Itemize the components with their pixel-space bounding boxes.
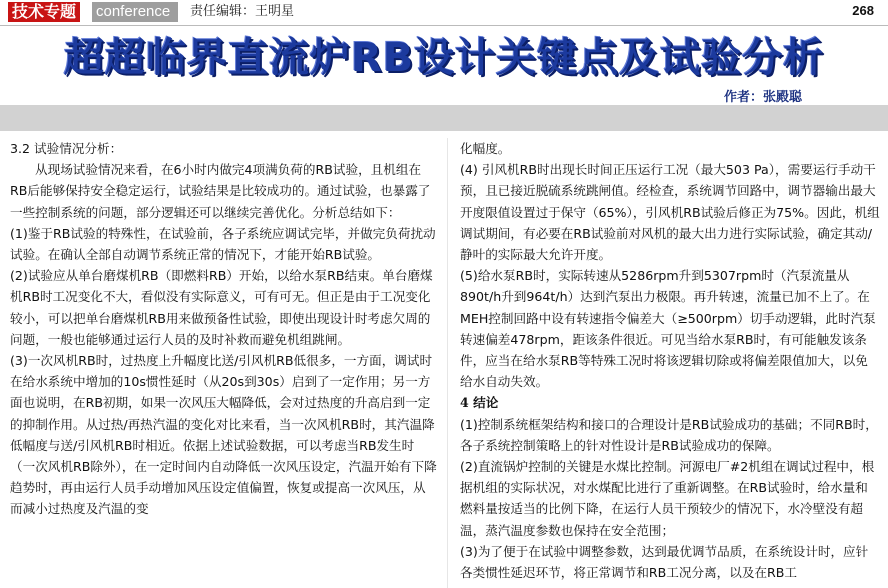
- page-header: [0, 0, 888, 26]
- section-tag: 技术专题: [8, 2, 80, 22]
- paragraph: (2)试验应从单台磨煤机RB（即燃料RB）开始，以给水泵RB结束。单台磨煤机RB时工况变化不大，看似没有实际意义，可有可无。但正是由于工况变化较小，可以把单台磨煤机RB用来做预备性试验，即使出现设计时考虑欠周的问题，一般也能够通过运行人员的及时补救而避免机组跳闸。: [10, 268, 433, 347]
- paragraph: (3)一次风机RB时，过热度上升幅度比送/引风机RB低很多，一方面，调试时在给水系统中增加的10s惯性延时（从20s到30s）启到了一定作用；另一方面也说明，在RB初期，如果一次风压大幅降低，会对过热度的升高启到一定的抑制作用。从过热/再热汽温的变化对比来看，当一次风机RB时，其汽温降低幅度与送/引风机RB时相近。依据上述试验数据，可以考虑当RB发生时（一次风机RB除外），在一定时间内自动降低一次风压设定，汽温开始有下降趋势时，再由运行人员手动增加风压设定值偏置，恢复或提高一次风压，从而减小过热度及汽温的变: [10, 353, 437, 517]
- paragraph: 从现场试验情况来看，在6小时内做完4项满负荷的RB试验，且机组在RB后能够保持安全稳定运行，试验结果是比较成功的。通过试验，也暴露了一些控制系统的问题，部分逻辑还可以继续完善优化。分析总结如下：: [10, 162, 431, 220]
- editor-credit: 责任编辑：王明星: [190, 4, 295, 19]
- paragraph: (1)鉴于RB试验的特殊性，在试验前，各子系统应调试完毕，并做完负荷扰动试验。在确认全部自动调节系统正常的情况下，才能开始RB试验。: [10, 225, 436, 263]
- article-author: 作者：张殿聪: [723, 90, 802, 105]
- paragraph: (5)给水泵RB时，实际转速从5286rpm升到5307rpm时（汽泵流量从890t/h升到964t/h）达到汽泵出力极限。再升转速，流量已加不上了。在MEH控制回路中设有转速指令偏差大（≥500rpm）切手动逻辑，此时汽泵转速偏差478rpm，距该条件很近。可见当给水泵RB时，有可能触发该条件，应当在给水泵RB等特殊工况时将该逻辑切除或将偏差限值加大，以免给水自动失效。: [460, 268, 876, 390]
- column-divider: [447, 138, 448, 588]
- paragraph: (2)直流锅炉控制的关键是水煤比控制。河源电厂#2机组在调试过程中，根据机组的实际状况，对水煤配比进行了重新调整。在RB试验时，给水量和燃料量按适当的比例下降，在运行人员干预较少的情况下，水冷壁没有超温，蒸汽温度参数也保持在安全范围；: [460, 459, 875, 538]
- section-heading-4: 4 结论: [460, 395, 499, 411]
- article-title: 超超临界直流炉RB设计关键点及试验分析: [63, 35, 825, 81]
- paragraph: (3)为了便于在试验中调整参数，达到最优调节品质，在系统设计时，应针各类惯性延迟环节，将正常调节和RB工况分离，以及在RB工: [460, 543, 869, 581]
- right-column: [460, 138, 880, 583]
- title-separator-bar: [0, 105, 888, 131]
- conference-tag: conference: [92, 2, 178, 22]
- paragraph: 化幅度。: [460, 141, 511, 156]
- paragraph: (1)控制系统框架结构和接口的合理设计是RB试验成功的基础；不同RB时，各子系统控制策略上的针对性设计是RB试验成功的保障。: [460, 416, 878, 453]
- section-heading-3-2: 3.2 试验情况分析：: [10, 141, 123, 156]
- left-column: [10, 138, 437, 520]
- page-number: 268: [852, 3, 874, 18]
- paragraph: (4) 引风机RB时出现长时间正压运行工况（最大503 Pa），需要运行手动干预，且已接近脱硫系统跳闸值。经检查，系统调节回路中，调节器输出最大开度限值设置过于保守（65%），引风机RB试验后修正为75%。因此，机组调试期间，有必要在RB试验前对风机的最大出力进行实际试验，确定其动/静叶的实际最大允许开度。: [460, 162, 880, 263]
